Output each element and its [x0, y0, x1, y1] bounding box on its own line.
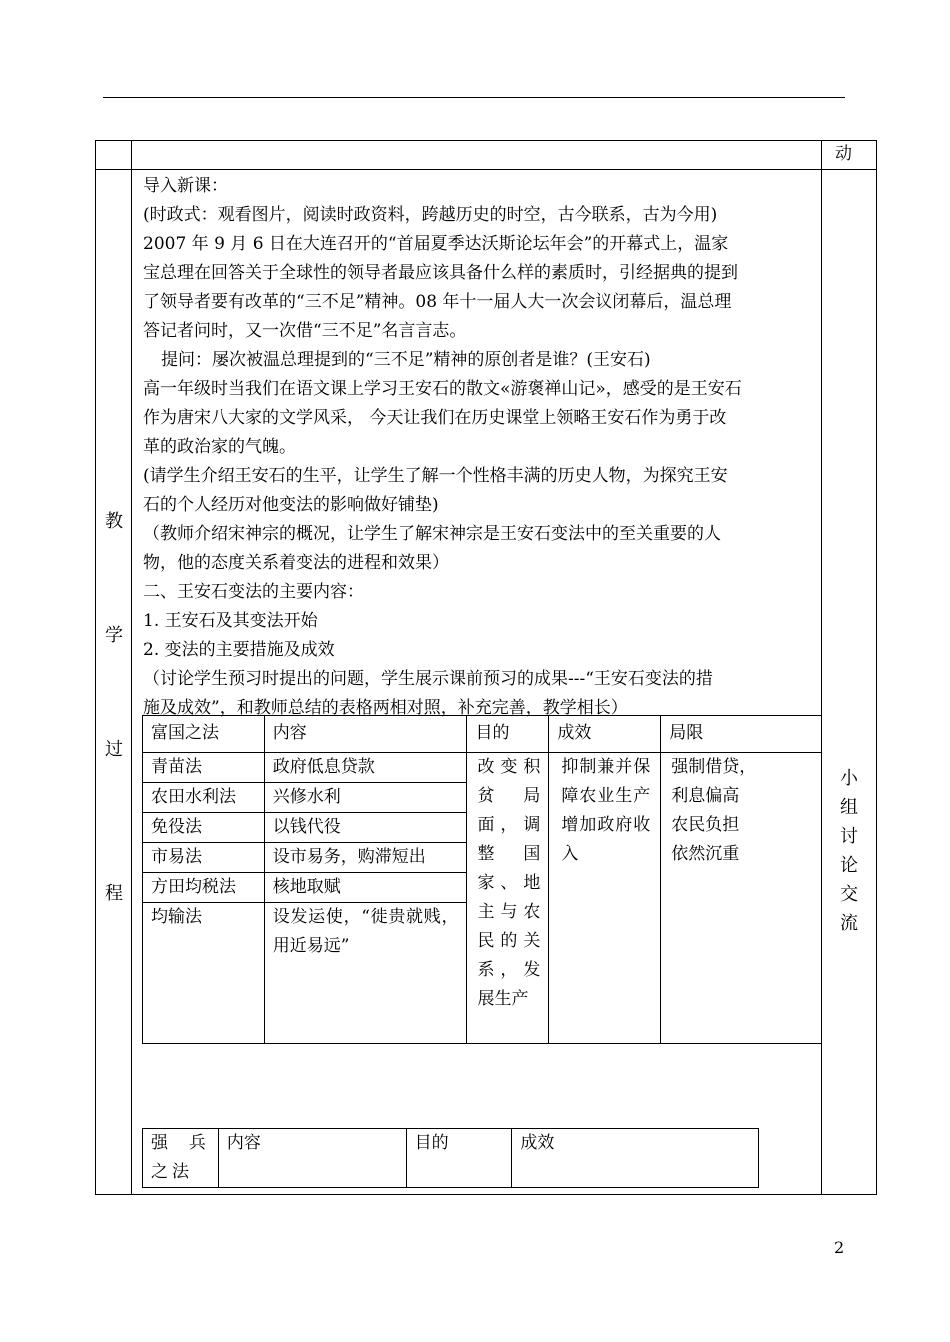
content-line: 作为唐宋八大家的文学风采， 今天让我们在历史课堂上领略王安石作为勇于改 [143, 408, 727, 428]
table-row [143, 753, 822, 783]
content-line: （教师介绍宋神宗的概况，让学生了解宋神宗是王安石变法中的至关重要的人 [143, 524, 721, 544]
right-label-char-2: 组 [840, 797, 858, 818]
header-law: 强兵之法 [143, 1129, 219, 1188]
header-purpose: 目的 [406, 1129, 512, 1188]
law-content: 设市易务，购滞短出 [264, 843, 467, 873]
content-line: 石的个人经历对他变法的影响做好铺垫) [143, 495, 439, 515]
law-content: 以钱代役 [264, 813, 467, 843]
law-name: 青苗法 [143, 753, 265, 783]
table-border-left [95, 140, 96, 1195]
limit-line: 利息偏高 [671, 786, 740, 806]
content-line: 2. 变法的主要措施及成效 [143, 640, 335, 660]
table-border-bottom [95, 1194, 877, 1195]
effect-cell: 抑制兼并保障农业生产增加政府收入 [549, 753, 661, 1044]
header-limit: 局限 [661, 716, 822, 753]
purpose-cell: 改变积贫局面，调整国家、地主与农民的关系，发展生产 [467, 753, 549, 1044]
law-name: 市易法 [143, 843, 265, 873]
law-name: 农田水利法 [143, 783, 265, 813]
header-purpose: 目的 [467, 716, 549, 753]
content-line: 1. 王安石及其变法开始 [143, 611, 318, 631]
header-law: 富国之法 [143, 716, 265, 753]
law-name: 均输法 [143, 903, 265, 1044]
table-col-divider-left [131, 140, 132, 1195]
right-label-char-5: 交 [840, 884, 858, 905]
law-name: 方田均税法 [143, 873, 265, 903]
limit-cell [661, 753, 822, 1044]
qiangbing-table [142, 1128, 759, 1188]
left-label-char-2: 学 [105, 625, 123, 646]
content-line: (时政式：观看图片，阅读时政资料，跨越历史的时空，古今联系，古为今用) [143, 205, 718, 225]
left-label-char-4: 程 [105, 883, 123, 904]
law-content: 政府低息贷款 [264, 753, 467, 783]
content-line: 二、王安石变法的主要内容： [143, 582, 364, 602]
content-line: (请学生介绍王安石的生平，让学生了解一个性格丰满的历史人物，为探究王安 [143, 466, 728, 486]
table-row-divider [95, 169, 877, 170]
top-right-cell: 动 [835, 144, 852, 164]
left-label-char-3: 过 [105, 739, 123, 760]
fuguo-table [142, 715, 822, 1044]
left-label-char-1: 教 [105, 511, 123, 532]
header-content: 内容 [264, 716, 467, 753]
table-border-right [876, 140, 877, 1195]
content-line: 施及成效”，和教师总结的表格两相对照，补充完善，教学相长） [143, 698, 628, 718]
law-content: 核地取赋 [264, 873, 467, 903]
header-rule [103, 97, 845, 98]
limit-line: 农民负担 [671, 815, 740, 835]
right-label-char-4: 论 [840, 855, 858, 876]
page-number: 2 [834, 1238, 845, 1257]
content-line: 高一年级时当我们在语文课上学习王安石的散文«游褒禅山记»，感受的是王安石 [143, 379, 742, 399]
right-label-char-3: 讨 [840, 826, 858, 847]
header-effect: 成效 [512, 1129, 759, 1188]
right-label-char-1: 小 [840, 768, 858, 789]
content-line: 宝总理在回答关于全球性的领导者最应该具备什么样的素质时，引经据典的提到 [143, 263, 738, 283]
content-line: 提问：屡次被温总理提到的“三不足”精神的原创者是谁？(王安石) [161, 350, 651, 370]
limit-line: 依然沉重 [671, 844, 740, 864]
table-border-top [95, 140, 877, 141]
content-line: 物，他的态度关系着变法的进程和效果） [143, 553, 449, 573]
content-line: 2007 年 9 月 6 日在大连召开的“首届夏季达沃斯论坛年会”的开幕式上，温家 [143, 234, 729, 254]
law-name: 免役法 [143, 813, 265, 843]
limit-line: 强制借贷， [671, 757, 757, 777]
law-content: 兴修水利 [264, 783, 467, 813]
header-effect: 成效 [549, 716, 661, 753]
content-line: （讨论学生预习时提出的问题，学生展示课前预习的成果---“王安石变法的措 [143, 669, 713, 689]
content-line: 了领导者要有改革的“三不足”精神。08 年十一届人大一次会议闭幕后，温总理 [143, 292, 732, 312]
law-content: 设发运使，“徙贵就贱，用近易远” [264, 903, 467, 1044]
content-line: 导入新课： [143, 176, 228, 196]
header-content: 内容 [218, 1129, 406, 1188]
content-line: 革的政治家的气魄。 [143, 437, 296, 457]
content-line: 答记者问时，又一次借“三不足”名言言志。 [143, 321, 467, 341]
right-label-char-6: 流 [840, 913, 858, 934]
